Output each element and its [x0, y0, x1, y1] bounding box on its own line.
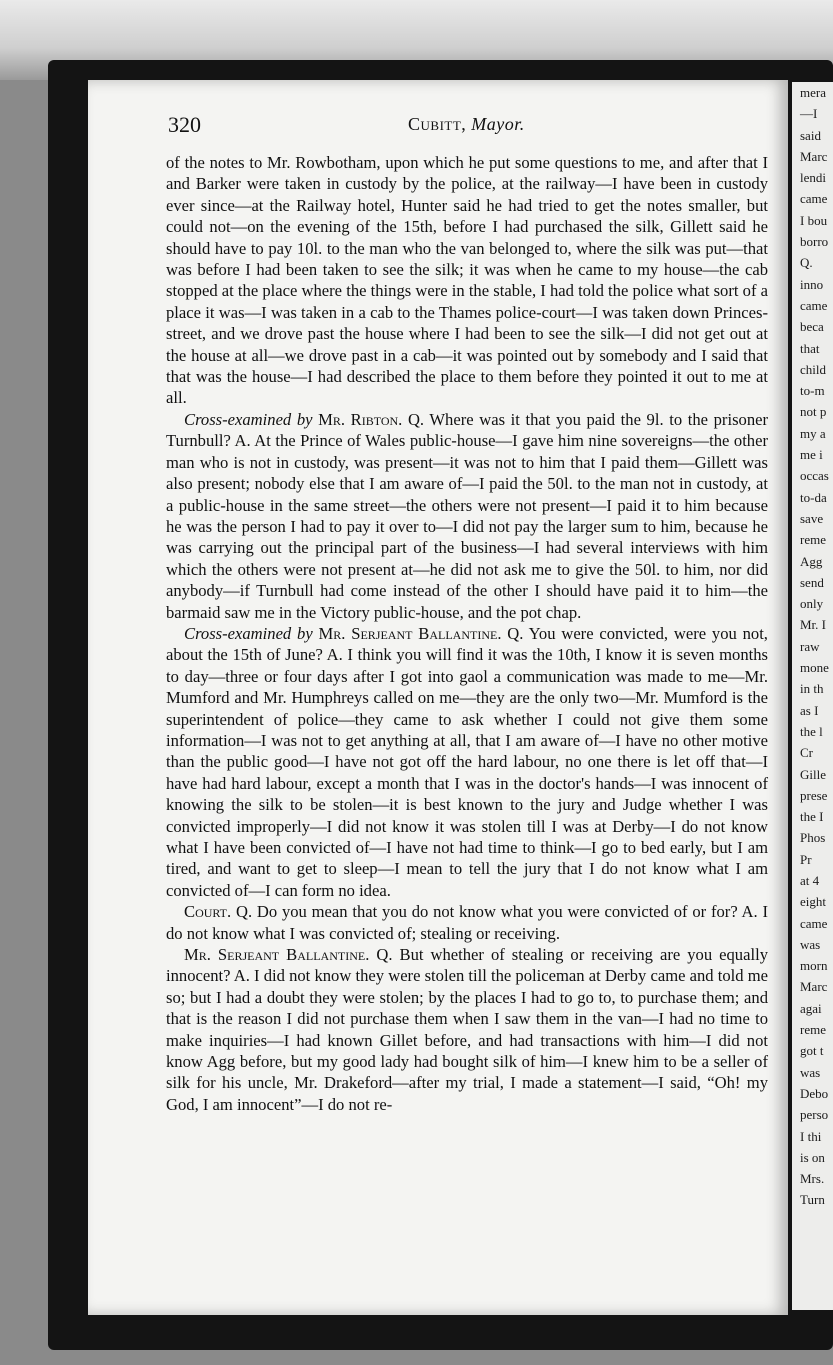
facing-page-line: my a	[800, 425, 826, 441]
facing-page-line: perso	[800, 1107, 829, 1123]
facing-page-line: said	[800, 127, 821, 143]
paragraph-court	[166, 901, 768, 944]
facing-page-line: mone	[800, 660, 829, 676]
facing-page-line: Pr	[800, 851, 812, 867]
facing-page-line: was	[800, 1064, 821, 1080]
facing-page-line: occas	[800, 468, 829, 484]
facing-page-line: I thi	[800, 1128, 822, 1144]
facing-page-line: reme	[800, 1022, 826, 1038]
facing-page-line: Agg	[800, 553, 823, 569]
facing-page-line: raw	[800, 638, 820, 654]
facing-page-line: Phos	[800, 830, 826, 846]
paragraph-text: Q. But whether of stealing or receiving are you equally innocent? A. I did not know they were stolen till the policeman at Derby came and told me so; but I had a doubt they were stolen; by the places I had to go to, to purchase them; and that is the reason I did not purchase them when I saw them in the van—I had no time to make inquiries—I had known Gillet before, and had transactions with him—I did not know Agg before, but my good lady had bought silk of him—I knew him to be a seller of silk for his uncle, Mr. Drakeford—after my trial, I made a statement—I said, “Oh! my God, I am innocent”—I do not re-	[166, 945, 768, 1114]
facing-page-line: the I	[800, 809, 824, 825]
facing-page-line: in th	[800, 681, 824, 697]
facing-page-line: only	[800, 596, 824, 612]
facing-page-line: Turn	[800, 1192, 825, 1208]
running-head-name: Cubitt,	[408, 114, 467, 134]
facing-page-line: came	[800, 191, 828, 207]
facing-page-line: borro	[800, 234, 829, 250]
facing-page-line: that	[800, 340, 820, 356]
facing-page-line: Mrs.	[800, 1171, 825, 1187]
facing-page-line: was	[800, 936, 821, 952]
facing-page-line: Marc	[800, 148, 828, 164]
paragraph-text: Q. Where was it that you paid the 9l. to the prisoner Turnbull? A. At the Prince of Wales public-house—I gave him nine sovereigns—the other man who is not in custody, was present—it was not to him that I paid them—Gillett was also present; nobody else that I am aware of—I paid the 50l. to the man not in custody, at a public-house in the same street—the others were not present—I paid it to him because he was the person I had to pay it over to—I did not pay the larger sum to him, because he was carrying out the principal part of the business—I had several interviews with him which the others were not present at—he did not ask me to give the 50l. to him, nor did anybody—if Turnbull had come instead of the other I should have paid it to him—the barmaid saw me in the Victory public-house, and the pot chap.	[166, 409, 769, 622]
facing-page-line: child	[800, 361, 826, 377]
facing-page-line: me i	[800, 447, 823, 463]
facing-page-line: send	[800, 574, 824, 590]
facing-page-line: the l	[800, 723, 823, 739]
facing-page-line: Q.	[800, 255, 813, 271]
facing-page-line: came	[800, 297, 828, 313]
paragraph-text: Q. You were convicted, were you not, about the 15th of June? A. I think you will find it was the 10th, I know it is seven months to day—three or four days after I got into gaol a communication was made to me—Mr. Mumford and Mr. Humphreys called on me—they are the only two—Mr. Mumford is the superintendent of police—they came to ask whether I could not give them some information—I was not to get anything at all, that I am aware of—I have no other motive than the public good—I have not got off the hard labour, no one there is let off that—I have had hard labour, except a month that I was in the doctor's hands—I was innocent of knowing the silk to be stolen—it is best known to the jury and Judge whether I was convicted improperly—I did not know it was stolen till I was at Derby—I do not know what I have been convicted of—I have not had time to think—I go to bed early, but I am tired, and want to get to sleep—I mean to tell the jury that I do not know what I am convicted of—I can form no idea.	[166, 623, 768, 900]
facing-page-line: got t	[800, 1043, 824, 1059]
facing-page-line: Cr	[800, 745, 813, 761]
facing-page-edge	[792, 82, 833, 1310]
speaker-name: Court.	[184, 902, 232, 922]
facing-page-line: agai	[800, 1000, 822, 1016]
facing-page-line: inno	[800, 276, 824, 292]
counsel-name: Mr. Serjeant Ballantine.	[318, 623, 502, 643]
paragraph-text: Q. Do you mean that you do not know what you were convicted of or for? A. I do not know what I was convicted of; stealing or receiving.	[166, 902, 768, 943]
facing-page-line: —I	[800, 106, 818, 122]
facing-page-line: Debo	[800, 1085, 829, 1101]
page-header	[168, 112, 770, 140]
cross-exam-label: Cross-examined by	[184, 409, 313, 429]
paragraph-cross-exam-ribton	[166, 409, 768, 623]
facing-page-line: Marc	[800, 979, 828, 995]
facing-page-line: eight	[800, 894, 826, 910]
facing-page-line: at 4	[800, 872, 820, 888]
counsel-name: Mr. Ribton.	[318, 409, 403, 429]
facing-page-line: save	[800, 510, 824, 526]
paragraph-testimony: of the notes to Mr. Rowbotham, upon which he put some questions to me, and after that I and Barker were taken in custody by the police, at the railway—I have been in custody ever since—at the Railway hotel, Hunter said he had tried to get the notes smaller, but could not—on the evening of the 15th, before I had purchased the silk, Gillett said he should have to pay 10l. to the man who the van belonged to, where the silk was put—that was before I had been taken to see the silk; it was when he came to my house—the cab stopped at the place where the things were in the stable, I had told the police what sort of a place it was—I was taken in a cab to the Thames police-court—I was taken down Princes-street, and we drove past the house where I had been to see the silk—I did not get out at the house at all—we drove past in a cab—it was pointed out by somebody and I said that that was the house—I had described the place to them before they pointed it out to me at all.	[166, 153, 768, 408]
facing-page-line: Gille	[800, 766, 826, 782]
facing-page-line: came	[800, 915, 828, 931]
facing-page-line: lendi	[800, 170, 826, 186]
facing-page-line: not p	[800, 404, 827, 420]
facing-page-line: to-da	[800, 489, 827, 505]
facing-page-line: morn	[800, 958, 828, 974]
running-head	[408, 114, 525, 135]
facing-page-line: beca	[800, 319, 824, 335]
page-number: 320	[168, 112, 201, 137]
facing-page-line: reme	[800, 532, 826, 548]
facing-page-line: I bou	[800, 212, 828, 228]
facing-page-line: mera	[800, 85, 826, 100]
facing-page-line: prese	[800, 787, 828, 803]
cross-exam-label: Cross-examined by	[184, 623, 313, 643]
facing-page-line: to-m	[800, 383, 825, 399]
running-head-title: Mayor.	[471, 114, 525, 134]
paragraph-ballantine	[166, 944, 768, 1115]
paragraph-cross-exam-ballantine	[166, 623, 768, 901]
facing-page-line: as I	[800, 702, 819, 718]
speaker-name: Mr. Serjeant Ballantine.	[184, 945, 370, 965]
facing-page-line: Mr. I	[800, 617, 826, 633]
facing-page-line: is on	[800, 1149, 825, 1165]
page-body	[166, 152, 768, 1115]
